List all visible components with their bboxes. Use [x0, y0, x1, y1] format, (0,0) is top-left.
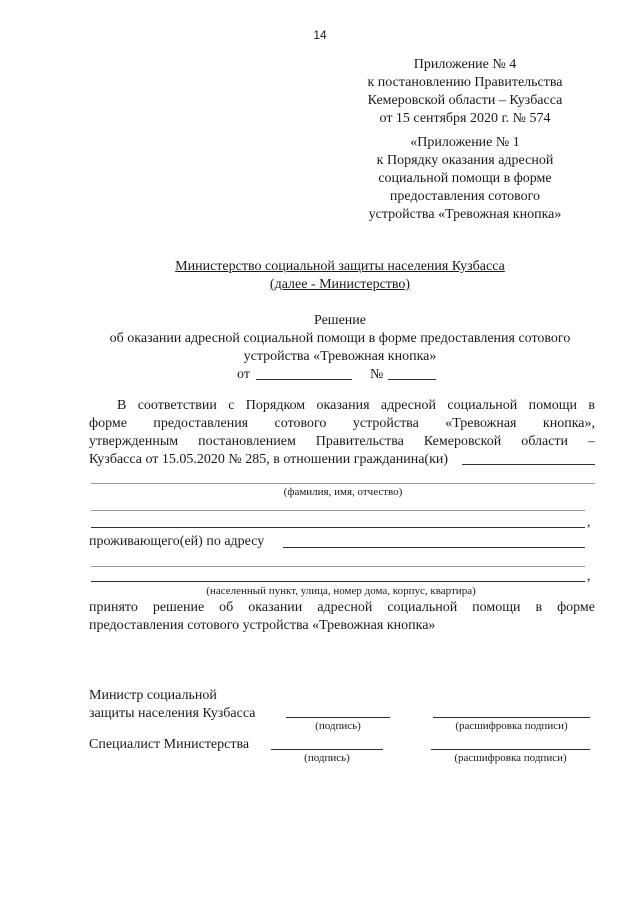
appendix-4-block	[345, 56, 585, 128]
fio-caption: (фамилия, имя, отчество)	[283, 486, 403, 498]
specialist-title: Специалист Министерства	[89, 737, 250, 752]
body-line-4: Кузбасса от 15.05.2020 № 285, в отношении гражданина(ки)	[89, 452, 449, 467]
appendix-1-line: к Порядку оказания адресной	[376, 153, 554, 168]
appendix-1-line: предоставления сотового	[389, 189, 541, 204]
decision-subject-line1: об оказании адресной социальной помощи в форме предоставления сотового	[109, 331, 571, 346]
body-line-1: В соответствии с Порядком оказания адресной социальной помощи в	[117, 398, 595, 413]
decision-subject-line2: устройства «Тревожная кнопка»	[243, 349, 437, 364]
appendix-4-line: Приложение № 4	[413, 57, 517, 72]
minister-signature-caption: (подпись)	[315, 720, 361, 732]
comma-2: ,	[587, 569, 591, 584]
ministry-name: Министерство социальной защиты населения Кузбасса	[175, 259, 505, 274]
decision-date-label: от	[237, 367, 250, 382]
address-field-end[interactable]	[91, 581, 585, 582]
minister-decoding-caption: (расшифровка подписи)	[455, 720, 568, 732]
appendix-1-line: социальной помощи в форме	[378, 171, 552, 186]
page-number: 14	[313, 28, 327, 42]
citizen-name-field-extra[interactable]	[91, 510, 585, 511]
decision-number-label: №	[370, 367, 384, 382]
accepted-line-1: принято решение об оказании адресной социальной помощи в форме	[89, 600, 595, 615]
specialist-signature-field[interactable]	[271, 749, 383, 750]
citizen-name-field[interactable]	[462, 464, 595, 465]
address-field-continuation[interactable]	[91, 566, 585, 567]
citizen-name-field-continuation[interactable]	[91, 483, 595, 484]
address-label: проживающего(ей) по адресу	[89, 534, 265, 549]
body-line-3: утвержденным постановлением Правительства Кемеровской области –	[89, 434, 595, 449]
minister-decoding-field[interactable]	[433, 717, 590, 718]
minister-title	[89, 687, 255, 723]
address-caption: (населенный пункт, улица, номер дома, корпус, квартира)	[206, 585, 476, 597]
specialist-decoding-caption: (расшифровка подписи)	[454, 752, 567, 764]
minister-title-line2: защиты населения Кузбасса	[89, 706, 256, 721]
body-line-2: форме предоставления сотового устройства «Тревожная кнопка»,	[89, 416, 595, 431]
specialist-decoding-field[interactable]	[431, 749, 590, 750]
appendix-1-block	[345, 134, 585, 224]
ministry-alias: (далее - Министерство)	[269, 277, 411, 292]
comma-1: ,	[587, 515, 591, 530]
specialist-signature-caption: (подпись)	[304, 752, 350, 764]
citizen-name-field-end[interactable]	[91, 527, 585, 528]
address-field[interactable]	[283, 547, 585, 548]
appendix-1-line: устройства «Тревожная кнопка»	[368, 207, 562, 222]
appendix-4-line: к постановлению Правительства	[367, 75, 563, 90]
decision-date-field[interactable]	[256, 379, 352, 380]
minister-signature-field[interactable]	[286, 717, 390, 718]
accepted-line-2: предоставления сотового устройства «Тревожная кнопка»	[89, 618, 436, 633]
appendix-4-line: Кемеровской области – Кузбасса	[367, 93, 563, 108]
decision-number-field[interactable]	[388, 379, 436, 380]
decision-title: Решение	[313, 313, 366, 328]
appendix-1-line: «Приложение № 1	[410, 135, 520, 150]
appendix-4-line: от 15 сентября 2020 г. № 574	[379, 111, 551, 126]
minister-title-line1: Министр социальной	[89, 688, 217, 703]
